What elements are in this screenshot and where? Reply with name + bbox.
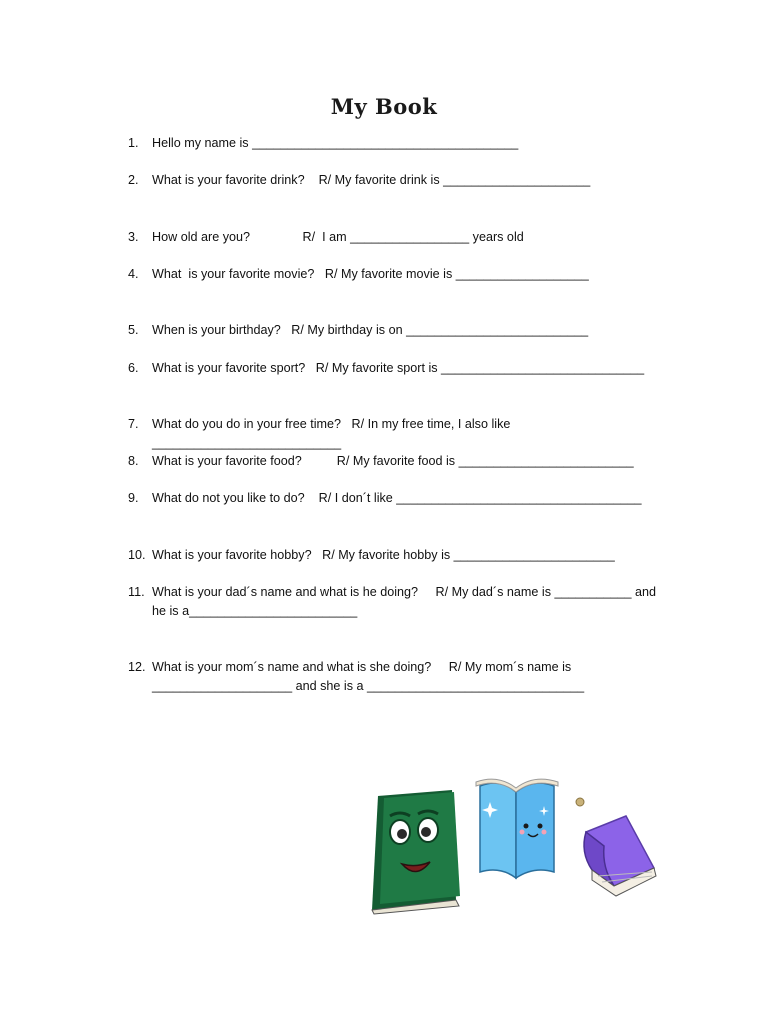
question-number: 12. bbox=[128, 660, 146, 674]
question-number: 7. bbox=[128, 417, 139, 431]
question-text: What is your favorite movie? R/ My favorite movie is ___________________ bbox=[152, 267, 589, 281]
question-number: 5. bbox=[128, 323, 139, 337]
question-text: What do you do in your free time? R/ In my free time, I also like ___________________________ bbox=[152, 417, 514, 450]
question-number: 1. bbox=[128, 136, 139, 150]
book-illustrations bbox=[364, 772, 664, 922]
question-text: Hello my name is ______________________________________ bbox=[152, 136, 519, 150]
question-text: What is your favorite sport? R/ My favorite sport is _____________________________ bbox=[152, 361, 645, 375]
purple-book-icon bbox=[576, 798, 656, 896]
question-text: What is your favorite drink? R/ My favorite drink is _____________________ bbox=[152, 173, 591, 187]
question-text: What do not you like to do? R/ I don´t like ___________________________________ bbox=[152, 491, 642, 505]
question-text: What is your dad´s name and what is he doing? R/ My dad´s name is ___________ and he is a________________________ bbox=[152, 585, 660, 618]
question-number: 10. bbox=[128, 548, 146, 562]
blue-open-book-icon bbox=[476, 779, 558, 878]
question-text: What is your favorite food? R/ My favorite food is _________________________ bbox=[152, 454, 634, 468]
question-text: When is your birthday? R/ My birthday is on __________________________ bbox=[152, 323, 589, 337]
question-number: 3. bbox=[128, 230, 139, 244]
question-number: 11. bbox=[128, 585, 145, 599]
question-number: 6. bbox=[128, 361, 139, 375]
question-number: 9. bbox=[128, 491, 139, 505]
question-text: How old are you? R/ I am _________________ years old bbox=[152, 230, 524, 244]
question-number: 8. bbox=[128, 454, 139, 468]
question-text: What is your mom´s name and what is she doing? R/ My mom´s name is ____________________ and she is a _______________________________ bbox=[152, 660, 585, 693]
page-title: My Book bbox=[330, 94, 438, 119]
question-number: 4. bbox=[128, 267, 139, 281]
question-text: What is your favorite hobby? R/ My favorite hobby is _______________________ bbox=[152, 548, 615, 562]
green-book-icon bbox=[372, 790, 460, 914]
question-number: 2. bbox=[128, 173, 139, 187]
